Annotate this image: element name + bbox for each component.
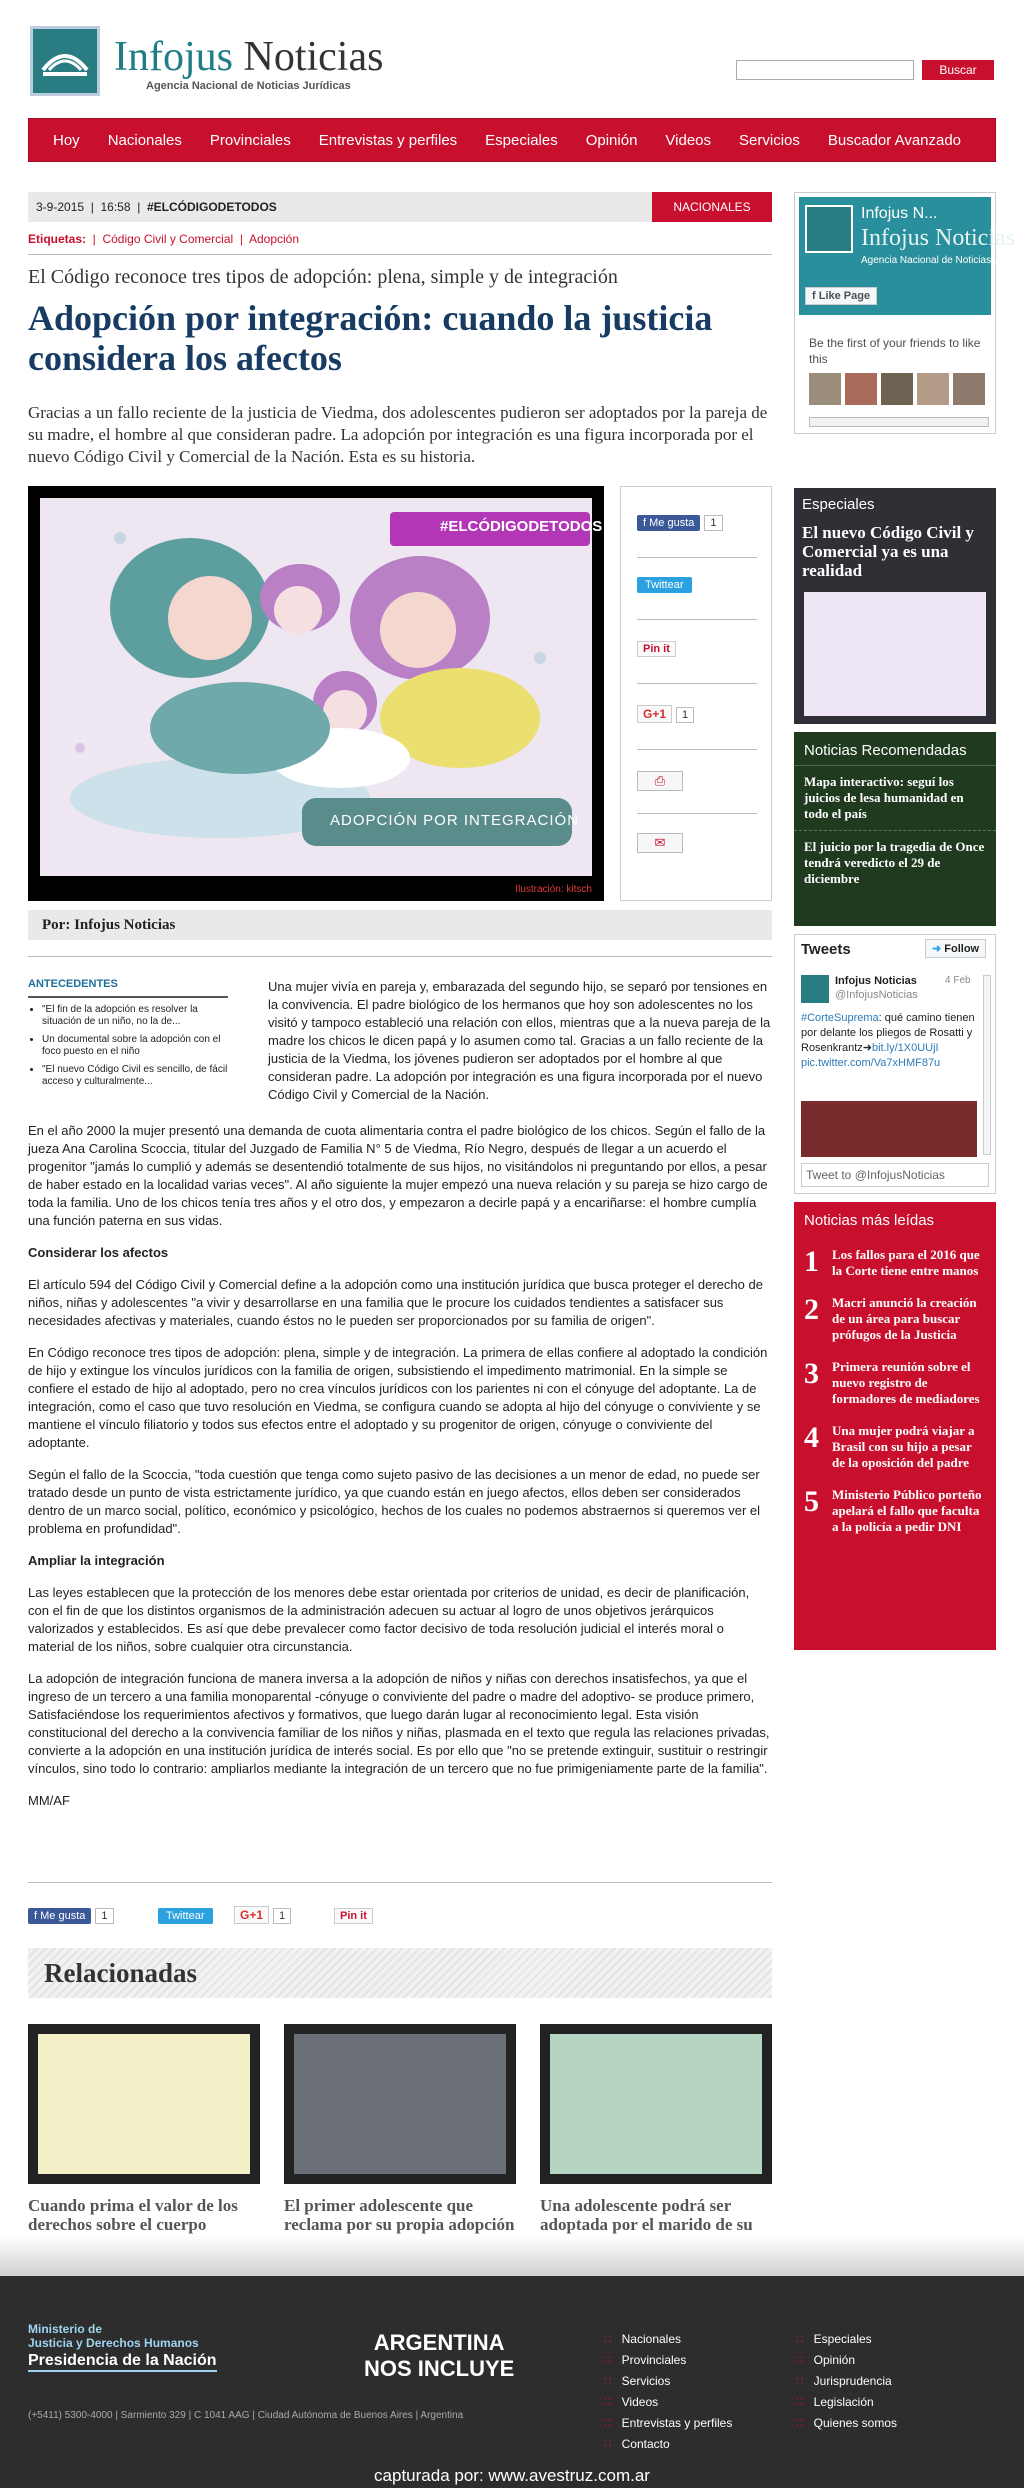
avatar[interactable] [953,373,985,405]
antecedentes-title: ANTECEDENTES [28,978,228,998]
section-badge[interactable]: NACIONALES [652,192,772,222]
fb-friends-text: Be the first of your friends to like this [809,336,981,366]
illustration-label: ADOPCIÓN POR INTEGRACIÓN [330,812,580,829]
footer-link-label: Nacionales [621,2332,682,2346]
rank-number: 3 [804,1357,819,1390]
capture-credit: capturada por: www.avestruz.com.ar [374,2466,650,2485]
divider [637,749,757,750]
tag-link[interactable]: Código Civil y Comercial [102,232,234,246]
most-read-title[interactable]: Ministerio Público porteño apelará el fallo que faculta a la policía a pedir DNI [832,1487,982,1534]
divider [28,254,772,255]
twitter-bird-icon: ➜ [932,943,942,955]
subheading: Considerar los afectos [28,1245,169,1260]
share-panel [620,486,772,901]
google-plus-button[interactable]: G+1 [637,705,672,723]
footer-link[interactable] [604,2395,732,2409]
image-caption: Ilustración: kitsch [515,884,592,895]
footer-link-label: Especiales [813,2332,872,2346]
fb-label: Me gusta [649,517,695,529]
article-kicker: El Código reconoce tres tipos de adopción: plena, simple y de integración [28,266,618,288]
avatar[interactable] [881,373,913,405]
mas-leidas-box [794,1202,996,1650]
tweet-hashtag[interactable]: #CorteSuprema [801,1012,879,1024]
paragraph: En el año 2000 la mujer presentó una demanda de cuota alimentaria contra el padre biológico de los chicos. Según el fallo de la jueza Ana Carolina Scoccia, titular del Juzgado de Familia N° 5 de Viedma, Río Negro, después de llegar a un acuerdo el progenitor "jamás lo cumplió y además se desentendió totalmente de sus hijos, no visitándolos ni preguntando por ellos, a pesar de haber estado en la localidad varias veces". Al año siguiente la mujer empezó una nueva relación y su pareja se hizo cargo de toda la familia. Uno de los chicos tenía tres años y el otro dos, y empezaron a decirle papá y a encariñarse: el hombre cumplía una función paterna en sus vidas. [28,1123,768,1228]
nav-nacionales[interactable]: Nacionales [107,131,182,149]
fb-like-page-button[interactable]: f Like Page [805,287,877,305]
footer-link-label: Entrevistas y perfiles [621,2416,733,2430]
nav-provinciales[interactable]: Provinciales [209,131,291,149]
argentina-line: ARGENTINA [373,2330,505,2355]
ministry-logo[interactable] [28,2322,199,2350]
bullet-icon: ∷ [604,2395,612,2409]
bullet-icon: ∷ [604,2353,612,2367]
tweets-title: Tweets [801,941,851,958]
fb-widget-scrollbar[interactable] [809,417,989,427]
signature: MM/AF [28,1793,70,1808]
footer-link[interactable] [796,2395,897,2409]
search-button[interactable]: Buscar [922,60,994,80]
nav-videos[interactable]: Videos [665,131,712,149]
follow-label: Follow [944,943,980,955]
brand-name: Infojus [114,34,233,80]
search-input[interactable] [736,60,914,80]
bullet-icon: ∷ [796,2374,804,2388]
footer-link[interactable] [796,2416,897,2430]
fb-cover-title: Infojus Noticias [861,225,1015,251]
footer-links-2 [796,2332,897,2437]
tweet-user[interactable]: Infojus Noticias [835,975,917,987]
footer-link[interactable] [604,2353,732,2367]
article-date: 3-9-2015 [36,200,85,214]
fb-friend-avatars [809,373,985,405]
site-footer [0,2276,1024,2488]
recommended-item[interactable]: El juicio por la tragedia de Once tendrá veredicto el 29 de diciembre [804,839,985,886]
site-subtitle: Agencia Nacional de Noticias Jurídicas [146,80,351,92]
tags-line: Etiquetas: | Código Civil y Comercial | Adopción [28,232,300,246]
divider [28,956,772,957]
rank-number: 5 [804,1485,819,1518]
related-title[interactable]: El primer adolescente que reclama por su propia adopción [284,2196,515,2234]
bullet-icon: ∷ [796,2332,804,2346]
tweet-button[interactable]: Twittear [637,577,692,593]
fb-like-label: Like Page [818,290,871,302]
tweet-body: : qué camino tienen por delante los pliegos de Rosatti y Rosenkrantz➜ [801,1012,975,1054]
related-item[interactable] [284,2024,516,2234]
footer-link[interactable] [796,2353,897,2367]
most-read-item[interactable] [794,1287,996,1351]
tag-link[interactable]: Adopción [248,232,300,246]
subheading: Ampliar la integración [28,1553,165,1568]
nav-entrevistas[interactable]: Entrevistas y perfiles [318,131,458,149]
related-thumbnail[interactable] [540,2024,772,2184]
paragraph: En Código reconoce tres tipos de adopción: plena, simple y de integración. La primera de ellas confiere al adoptado la condición de hijo y extingue los vínculos jurídicos con la familia de origen, subsistiendo el impedimento matrimonial. En la simple se confiere el estado de hijo al adoptado, pero no crea vínculos jurídicos con los parientes ni con el cónyuge del adoptante. La de integración, como el caso que tuvo resolución en Viedma, se configura cuando se adopta al hijo del cónyuge o conviviente y se mantiene el vínculo filiatorio y todos sus efectos entre el adoptado y su progenitor de origen, cónyuge o conviviente del adoptante. [28,1345,768,1450]
recomendadas-title: Noticias Recomendadas [794,732,996,766]
tweet-date: 4 Feb [945,975,971,986]
presidencia-label[interactable]: Presidencia de la Nación [28,2352,217,2372]
facebook-cover[interactable] [799,197,1034,315]
facebook-widget [794,192,1034,434]
footer-link-label: Contacto [621,2437,670,2451]
article-meta-bar: 3-9-2015 | 16:58 | #ELCÓDIGODETODOS NACIONALES [28,192,772,222]
site-logo-text[interactable] [114,36,383,78]
facebook-like-button[interactable]: f Me gusta [637,515,700,531]
argentina-line: NOS INCLUYE [364,2356,515,2381]
follow-button[interactable] [925,939,986,958]
footer-link-label: Jurisprudencia [813,2374,892,2388]
especiales-thumbnail[interactable] [804,592,986,716]
related-item[interactable] [28,2024,260,2253]
divider [28,1882,772,1883]
especiales-headline[interactable]: El nuevo Código Civil y Comercial ya es una realidad [802,523,974,580]
article-body [28,1122,772,1824]
related-title[interactable]: Una adolescente podrá ser adoptada por el marido de su [540,2196,753,2234]
most-read-title[interactable]: Macri anunció la creación de un área para buscar prófugos de la Justicia [832,1295,977,1342]
fb-label: Me gusta [40,1910,86,1922]
paragraph: El artículo 594 del Código Civil y Comercial define a la adopción como una institución jurídica que busca proteger el derecho de niños, niñas y adolescentes "a vivir y desarrollarse en una familia que le procure los cuidados tendientes a satisfacer sus necesidades afectivas y materiales, cuando éstos no le pueden ser proporcionados por su familia de origen". [28,1277,763,1328]
most-read-item[interactable] [794,1479,996,1543]
divider [637,683,757,684]
footer-link-label: Opinión [813,2353,856,2367]
bullet-icon: ∷ [796,2395,804,2409]
especiales-title: Especiales [802,496,875,513]
article-illustration[interactable] [40,498,603,876]
divider [637,813,757,814]
antecedente-link[interactable]: • Un documental sobre la adopción con el foco puesto en el niño [42,1034,228,1058]
related-header: Relacionadas [28,1948,772,1998]
footer-link[interactable] [604,2374,732,2388]
article-intro [268,978,772,1118]
footer-link[interactable] [604,2416,732,2430]
footer-link[interactable] [796,2374,897,2388]
fb-count: 1 [704,515,722,531]
antecedente-link[interactable]: • "El nuevo Código Civil es sencillo, de fácil acceso y culturalmente... [42,1064,228,1088]
tweet-text [801,1011,977,1071]
bottom-share-bar [28,1906,772,1924]
nav-especiales[interactable]: Especiales [485,131,558,149]
tweet-reply-input[interactable]: Tweet to @InfojusNoticias [801,1163,989,1187]
illustration-banner: #ELCÓDIGODETODOS [440,518,603,535]
rank-number: 1 [804,1245,819,1278]
related-thumbnail[interactable] [28,2024,260,2184]
pinit-button[interactable]: Pin it [637,641,676,657]
recommended-item[interactable]: Mapa interactivo: seguí los juicios de lesa humanidad en todo el país [794,766,996,831]
tweet-scrollbar[interactable] [983,975,991,1155]
footer-link-label: Legislación [813,2395,874,2409]
divider [637,619,757,620]
related-thumbnail[interactable] [284,2024,516,2184]
twitter-widget [794,934,996,1194]
ministry-line: Justicia y Derechos Humanos [28,2336,199,2350]
nav-hoy[interactable]: Hoy [53,131,80,149]
article-image-frame [28,486,604,901]
bullet-icon: ∷ [796,2353,804,2367]
paragraph: Las leyes establecen que la protección de los menores debe estar orientada por criterios de unidad, es decir de planificación, con el fin de que los distintos organismos de la administración adecuen su actuar al logro de unos objetivos jerárquicos valorizados y establecidos. Es así que debe prevalecer como factor decisivo de toda resolución judicial el interés moral o material de los niños, sobre cualquier otra circunstancia. [28,1585,750,1654]
article-time: 16:58 [100,200,131,214]
most-read-item[interactable] [794,1239,996,1287]
avatar[interactable] [801,975,829,1003]
site-header [28,0,996,110]
fb-count: 1 [95,1908,113,1924]
bullet-icon: ∷ [604,2374,612,2388]
footer-address: (+5411) 5300-4000 | Sarmiento 329 | C 1041 AAG | Ciudad Autónoma de Buenos Aires | Argentina [28,2410,464,2421]
infojus-logo-icon [805,205,853,253]
tweet-button[interactable]: Twittear [158,1908,213,1924]
footer-link[interactable] [796,2332,897,2346]
tweet-media-link[interactable]: pic.twitter.com/Va7xHMF87u [801,1057,941,1069]
fb-cover-subtitle: Agencia Nacional de Noticias Jurídicas [861,255,1034,266]
footer-link-label: Servicios [621,2374,671,2388]
fb-page-name[interactable]: Infojus N... [861,205,938,222]
antecedente-link[interactable]: • "El fin de la adopción es resolver la situación de un niño, no la de... [42,1004,228,1028]
divider [637,557,757,558]
infojus-logo-icon[interactable] [30,26,100,96]
nav-opinion[interactable]: Opinión [585,131,638,149]
tags-label: Etiquetas: [28,232,87,246]
recomendadas-box [794,732,996,926]
bullet-icon: ∷ [604,2416,612,2430]
ministry-line: Ministerio de [28,2322,103,2336]
avatar[interactable] [917,373,949,405]
especiales-box [794,488,996,724]
main-nav [28,118,996,162]
footer-link-label: Videos [621,2395,659,2409]
g-count: 1 [273,1908,291,1924]
related-title[interactable]: Cuando prima el valor de los derechos sobre el cuerpo [28,2196,238,2234]
footer-shadow [0,2236,1024,2276]
argentina-logo[interactable] [364,2330,514,2382]
tweet-photo[interactable] [801,1101,977,1157]
facebook-like-button[interactable]: f Me gusta [28,1908,91,1924]
paragraph: Una mujer vivía en pareja y, embarazada del segundo hijo, se separó por tensiones en la convivencia. El padre biológico de los hermanos que hoy son adolescentes no los visitó y tampoco estableció una relación con ellos, mientras que a la nueva pareja de la madre los chicos le dicen papá y lo asumen como tal. Gracias a un fallo reciente de la justicia de la Viedma, los jóvenes pudieron ser adoptados por el hombre al que consideran padre. La adopción por integración es una figura incorporada por el nuevo Código Civil y Comercial de la Nación. [268,979,771,1102]
email-icon[interactable]: ✉ [637,833,683,853]
brand-name-2: Noticias [243,34,384,80]
footer-links-1 [604,2332,732,2458]
paragraph: La adopción de integración funciona de manera inversa a la adopción de niños y niñas con derechos insatisfechos, ya que el ingreso de un tercero a una familia monoparental -cónyuge o conviviente del padre o madre del adoptivo- se produce primero, Satisfaciéndose los requerimientos afectivos y formativos, que luego darán lugar al reconocimiento legal. Esta visión constitucional del derecho a la convivencia familiar de los niños y niñas, plasmada en el texto que regula las relaciones privadas, convierte a la adopción en una institución jurídica de interés social. Es por ello que "no se pretende extinguir, sustituir o restringir vínculos, sino todo lo contrario: ampliarlos mediante la integración de un tercero que no fue primigeniamente parte de la familia". [28,1671,770,1776]
rank-number: 4 [804,1421,819,1454]
google-plus-button[interactable]: G+1 [234,1906,269,1924]
article-title: Adopción por integración: cuando la justicia considera los afectos [28,298,713,378]
avatar[interactable] [845,373,877,405]
avatar[interactable] [809,373,841,405]
most-read-title[interactable]: Primera reunión sobre el nuevo registro de formadores de mediadores [832,1359,980,1406]
nav-buscador[interactable]: Buscador Avanzado [827,131,962,149]
article-lead: Gracias a un fallo reciente de la justicia de Viedma, dos adolescentes pudieron ser adoptados por la pareja de su madre, el hombre al que consideran padre. La adopción por integración es una figura incorporada por el nuevo Código Civil y Comercial de la Nación. Esta es su historia. [28,403,768,466]
most-read-item[interactable] [794,1415,996,1479]
article-hashtag[interactable]: #ELCÓDIGODETODOS [146,200,277,214]
most-read-title[interactable]: Una mujer podrá viajar a Brasil con su hijo a pesar de la oposición del padre [832,1423,975,1470]
footer-link[interactable] [604,2332,732,2346]
footer-link-label: Quienes somos [813,2416,898,2430]
bullet-icon: ∷ [604,2437,612,2451]
rank-number: 2 [804,1293,819,1326]
tweet-handle[interactable]: @InfojusNoticias [835,989,918,1001]
byline: Por: Infojus Noticias [28,910,772,940]
tweet-link[interactable]: bit.ly/1X0UUjI [871,1042,939,1054]
related-item[interactable] [540,2024,772,2253]
print-icon[interactable]: ⎙ [637,771,683,791]
bullet-icon: ∷ [604,2332,612,2346]
antecedentes-box [28,978,228,1094]
most-read-item[interactable] [794,1351,996,1415]
g-count: 1 [676,707,694,723]
footer-link-label: Provinciales [621,2353,687,2367]
mas-leidas-title: Noticias más leídas [804,1212,935,1229]
paragraph: Según el fallo de la Scoccia, "toda cuestión que tenga como sujeto pasivo de las decisiones a un menor de edad, no puede ser tratado desde un punto de vista estrictamente jurídico, ya que cuando están en juego afectos, ellos deben ser considerados dentro de un marco social, político, económico y psicológico, hechos de los cuales no podemos abstraernos si queremos ver el problema en profundidad". [28,1467,761,1536]
footer-link[interactable] [604,2437,732,2451]
nav-servicios[interactable]: Servicios [739,131,800,149]
pinit-button[interactable]: Pin it [334,1908,373,1924]
bullet-icon: ∷ [796,2416,804,2430]
most-read-title[interactable]: Los fallos para el 2016 que la Corte tiene entre manos [832,1247,980,1278]
